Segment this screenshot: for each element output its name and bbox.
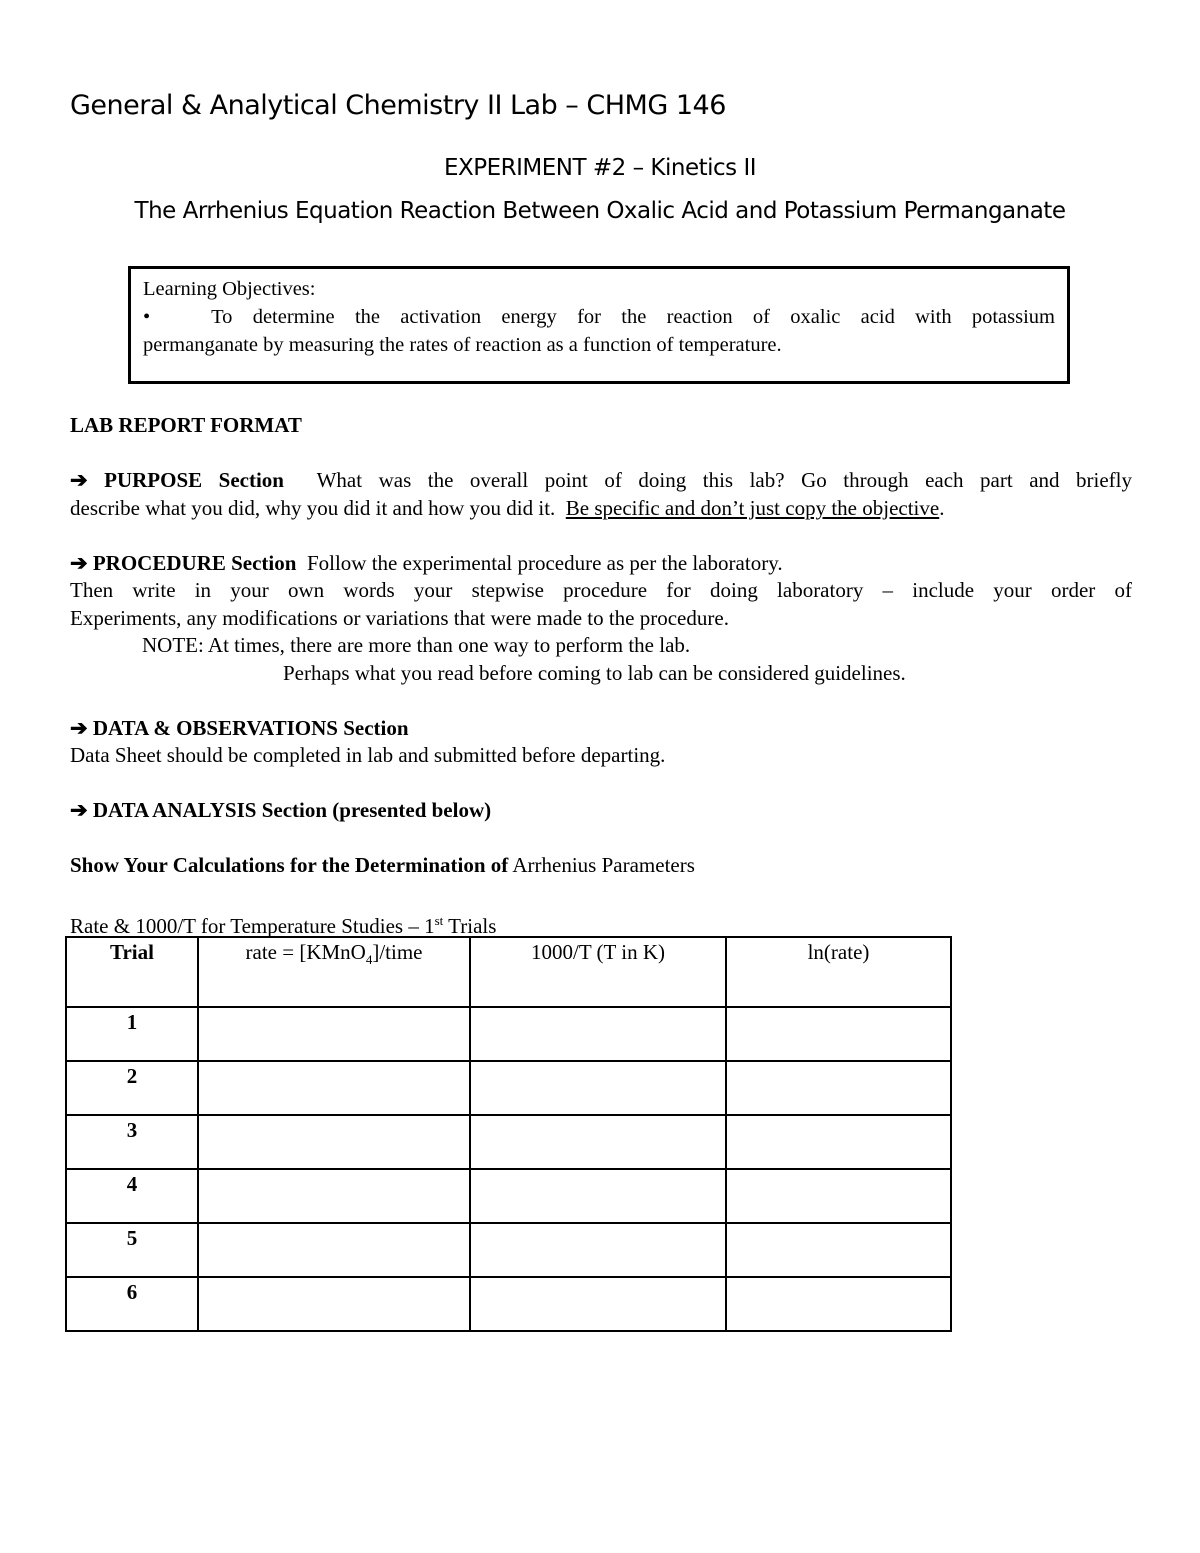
data-analysis-section — [70, 797, 1132, 825]
header-rate: rate = [KMnO$_4$]/time — [198, 937, 470, 1007]
data-analysis-label: DATA ANALYSIS Section (presented below) — [92, 798, 492, 822]
experiment-title: EXPERIMENT #2 – Kinetics II — [443, 155, 757, 181]
ln-rate-cell[interactable] — [726, 1115, 951, 1169]
learning-objectives-box — [128, 266, 1070, 384]
purpose-line-2: describe what you did, why you did it and how you did it. Be specific and don’t just copy the objective. — [70, 495, 945, 520]
bullet-icon: • — [143, 306, 151, 328]
inverse-temperature-cell[interactable] — [470, 1115, 726, 1169]
ln-rate-cell[interactable] — [726, 1169, 951, 1223]
rate-cell[interactable] — [198, 1115, 470, 1169]
arrow-icon: ➔ — [70, 468, 88, 492]
lab-report-format — [70, 412, 1132, 941]
rate-cell[interactable] — [198, 1007, 470, 1061]
table-row — [66, 1007, 951, 1061]
inverse-temperature-cell[interactable] — [470, 1277, 726, 1331]
purpose-text: What was the overall point of doing this lab? Go through each part and briefly — [316, 468, 1133, 492]
purpose-underlined: Be specific and don’t just copy the objective — [565, 495, 940, 520]
rate-cell[interactable] — [198, 1277, 470, 1331]
table-row — [66, 1115, 951, 1169]
inverse-temperature-cell[interactable] — [470, 1169, 726, 1223]
header-trial: Trial — [66, 937, 198, 1007]
rate-cell[interactable] — [198, 1169, 470, 1223]
data-observations-section — [70, 715, 1132, 743]
table-row — [66, 1061, 951, 1115]
report-heading: LAB REPORT FORMAT — [70, 413, 302, 437]
procedure-text: Follow the experimental procedure as per the laboratory. — [306, 550, 783, 575]
purpose-label: PURPOSE Section — [104, 468, 284, 492]
procedure-line-2: Then write in your own words your stepwise procedure for doing laboratory – include your order of — [70, 578, 1132, 602]
procedure-section — [70, 550, 1132, 578]
trial-number: 2 — [66, 1061, 198, 1115]
course-title: General & Analytical Chemistry II Lab – CHMG 146 — [70, 90, 726, 121]
rate-cell[interactable] — [198, 1223, 470, 1277]
trial-number: 5 — [66, 1223, 198, 1277]
trial-number: 4 — [66, 1169, 198, 1223]
table-row — [66, 1277, 951, 1331]
table-row — [66, 1223, 951, 1277]
purpose-section — [70, 467, 1132, 495]
data-observations-label: DATA & OBSERVATIONS Section — [92, 715, 409, 740]
objective-item — [143, 303, 1055, 331]
temperature-study-table — [65, 936, 952, 1332]
note-line-2: Perhaps what you read before coming to lab can be considered guidelines. — [283, 660, 906, 685]
experiment-subtitle: The Arrhenius Equation Reaction Between Oxalic Acid and Potassium Permanganate — [134, 198, 1066, 224]
inverse-temperature-cell[interactable] — [470, 1007, 726, 1061]
header-ln-rate: ln(rate) — [726, 937, 951, 1007]
ln-rate-cell[interactable] — [726, 1223, 951, 1277]
table-header-row — [66, 937, 951, 1007]
table-caption: Rate & 1000/T for Temperature Studies – 1st Trials — [70, 913, 497, 938]
ln-rate-cell[interactable] — [726, 1061, 951, 1115]
objectives-heading: Learning Objectives: — [143, 278, 316, 300]
rate-cell[interactable] — [198, 1061, 470, 1115]
objective-line-2: permanganate by measuring the rates of reaction as a function of temperature. — [143, 334, 782, 356]
arrow-icon: ➔ — [70, 550, 88, 575]
procedure-label: PROCEDURE Section — [92, 550, 297, 575]
arrow-icon: ➔ — [70, 715, 88, 740]
procedure-line-3: Experiments, any modifications or variations that were made to the procedure. — [70, 605, 729, 630]
table-row — [66, 1169, 951, 1223]
trial-number: 1 — [66, 1007, 198, 1061]
objective-line-1: To determine the activation energy for the reaction of oxalic acid with potassium — [211, 306, 1055, 328]
note-line-1: NOTE: At times, there are more than one way to perform the lab. — [142, 633, 691, 657]
calculations-heading: Show Your Calculations for the Determination of Arrhenius Parameters — [70, 853, 695, 877]
trial-number: 3 — [66, 1115, 198, 1169]
ln-rate-cell[interactable] — [726, 1277, 951, 1331]
data-observations-text: Data Sheet should be completed in lab and submitted before departing. — [70, 743, 666, 767]
trial-number: 6 — [66, 1277, 198, 1331]
inverse-temperature-cell[interactable] — [470, 1061, 726, 1115]
arrow-icon: ➔ — [70, 798, 88, 822]
header-inverse-temperature: 1000/T (T in K) — [470, 937, 726, 1007]
inverse-temperature-cell[interactable] — [470, 1223, 726, 1277]
ln-rate-cell[interactable] — [726, 1007, 951, 1061]
